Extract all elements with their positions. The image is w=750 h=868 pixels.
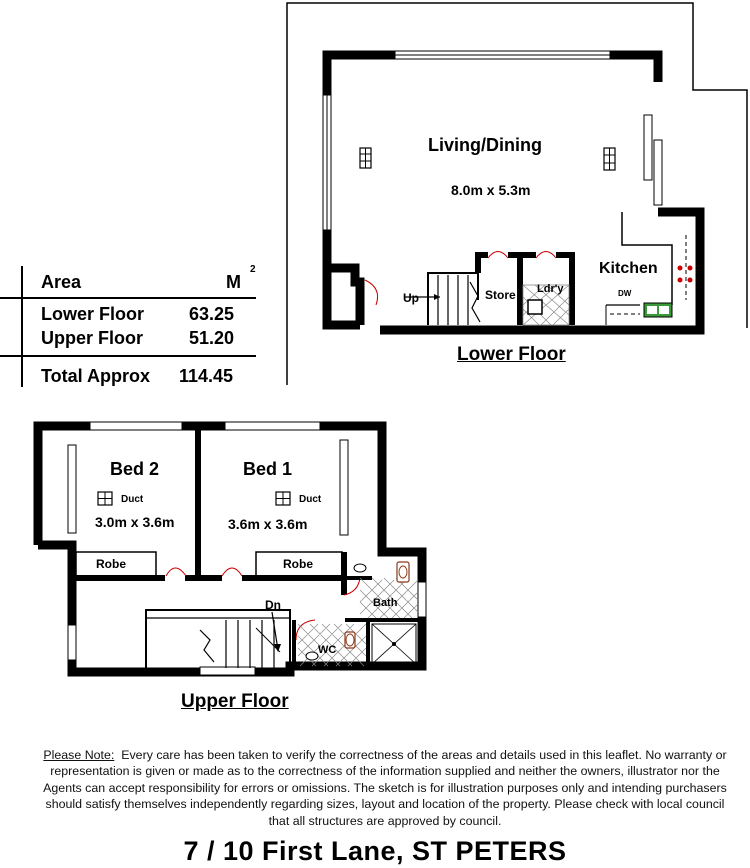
window-right-2	[654, 140, 662, 205]
bed1-label: Bed 1	[243, 459, 293, 479]
bath-toilet-icon	[397, 562, 409, 582]
area-row-value: 51.20	[189, 328, 235, 348]
laundry-label: Ldr'y	[537, 283, 564, 295]
window-bed1	[225, 422, 320, 430]
door-swing	[166, 568, 186, 576]
property-address: 7 / 10 First Lane, ST PETERS	[183, 836, 567, 866]
wc-label: WC	[318, 644, 337, 656]
bed2-label: Bed 2	[110, 459, 160, 479]
disclaimer-note	[40, 747, 730, 829]
cooktop-icon	[678, 235, 693, 300]
kitchen-label: Kitchen	[599, 260, 658, 277]
robe-bed1-label: Robe	[283, 557, 313, 571]
vent-icon	[360, 148, 371, 168]
bath-label: Bath	[373, 597, 398, 609]
lower-floor-title: Lower Floor	[457, 344, 566, 365]
window-bed2	[90, 422, 182, 430]
area-total-value: 114.45	[179, 366, 234, 386]
upper-exterior-wall	[38, 426, 422, 672]
stairs-down-label: Dn	[265, 598, 281, 612]
bed1-duct-label: Duct	[299, 494, 322, 505]
bed2-size: 3.0m x 3.6m	[95, 514, 175, 530]
window-bath	[418, 582, 426, 617]
disclaimer-text: Every care has been taken to verify the correctness of the areas and details used in this leaflet. No warranty or representation is given or made as to the correctness of the information supplied and neither the owners, illustrator nor the Agents can accept responsibility for errors or omissions. The sketch is for illustration purposes only and intending purchasers should satisfy themselves independently regarding sizes, layout and location of the property. Please check with local council that all structures are approved by council.	[43, 748, 727, 828]
stairs-up-label: Up	[403, 291, 419, 305]
sink-icon	[644, 303, 672, 317]
window-hall	[68, 625, 76, 660]
duct-icon	[98, 492, 112, 505]
window-bed2-side	[68, 445, 76, 533]
dishwasher-label: DW	[618, 289, 632, 298]
laundry-trough	[528, 300, 542, 314]
window-bed1-side	[340, 440, 348, 535]
area-total-label: Total Approx	[41, 366, 150, 386]
area-header-label: Area	[41, 272, 82, 292]
door-swing	[488, 252, 508, 259]
area-row-label: Lower Floor	[41, 304, 144, 324]
lower-stair-wall	[330, 268, 360, 325]
upper-floor-title: Upper Floor	[181, 691, 289, 712]
door-swing	[536, 252, 556, 259]
duct-icon	[276, 492, 290, 505]
area-header-unit-sup: 2	[250, 264, 256, 275]
disclaimer-heading: Please Note:	[43, 748, 115, 762]
door-swing	[222, 568, 242, 576]
area-row-label: Upper Floor	[41, 328, 143, 348]
robe-bed2-label: Robe	[96, 557, 126, 571]
toilet-icon	[345, 632, 355, 648]
living-dining-size: 8.0m x 5.3m	[451, 182, 531, 198]
store-label: Store	[485, 288, 516, 302]
door-swing	[365, 280, 378, 305]
upper-stairs	[146, 610, 290, 668]
upper-floor-plan	[38, 422, 426, 675]
window-right	[644, 115, 652, 180]
living-dining-label: Living/Dining	[428, 135, 542, 155]
basin-icon	[354, 564, 366, 572]
store-wall	[478, 255, 488, 273]
area-header-unit: M	[226, 272, 241, 292]
bed2-duct-label: Duct	[121, 494, 144, 505]
window-hall-bottom	[200, 667, 255, 675]
vanity-icon	[306, 652, 318, 660]
shower-icon	[372, 624, 416, 664]
vent-icon	[604, 148, 615, 170]
bed1-size: 3.6m x 3.6m	[228, 516, 308, 532]
area-row-value: 63.25	[189, 304, 235, 324]
